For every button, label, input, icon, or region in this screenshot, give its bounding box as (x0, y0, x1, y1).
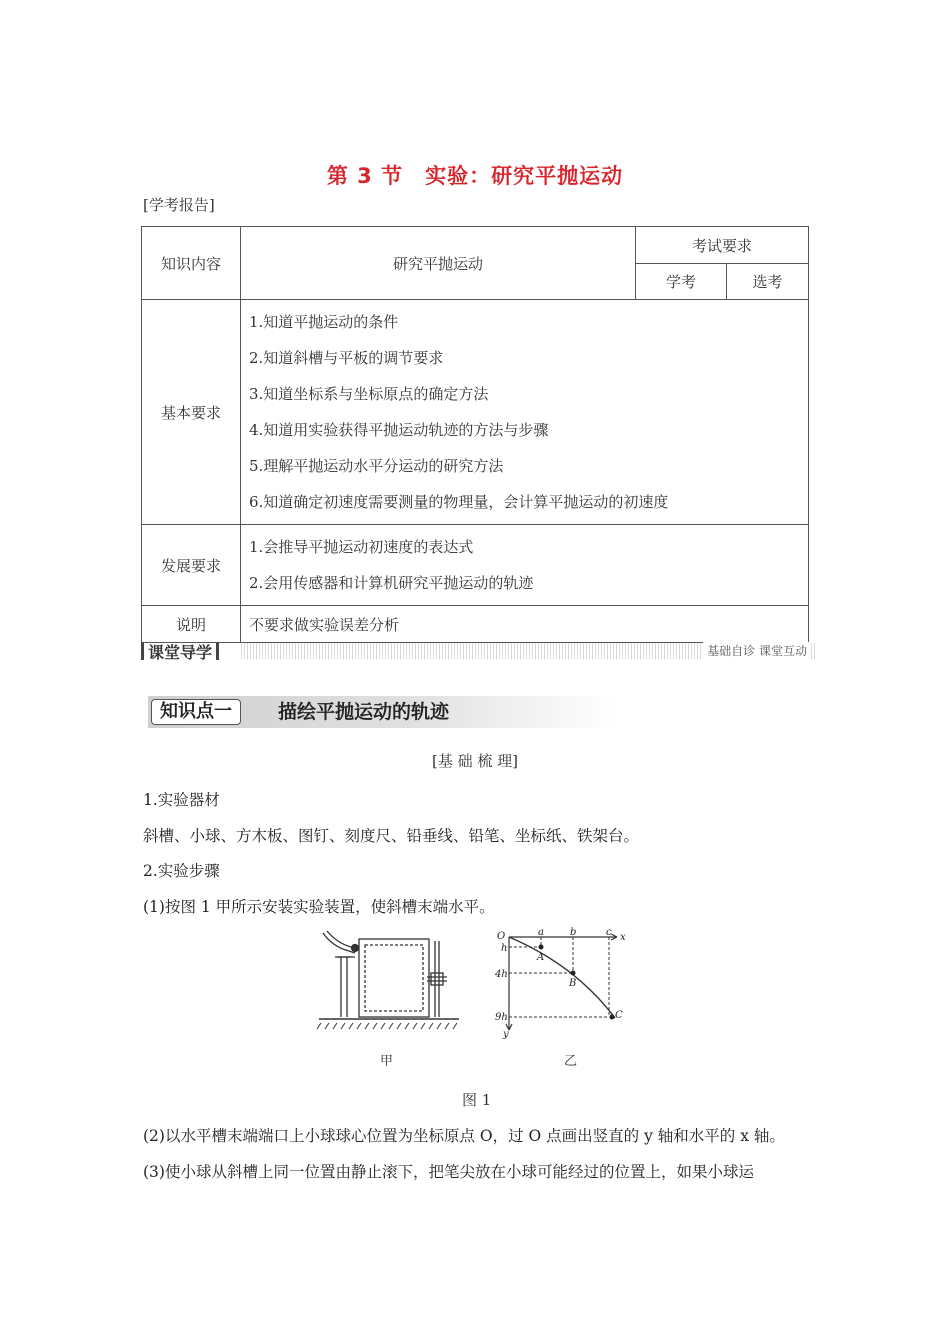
list-item: 6.知道确定初速度需要测量的物理量，会计算平抛运动的初速度 (249, 493, 669, 511)
figure-label-yi: 乙 (564, 1054, 578, 1069)
banner-left (141, 640, 233, 662)
list-item: 5.理解平抛运动水平分运动的研究方法 (249, 457, 504, 475)
knowledge-point-tag: 知识点一 (151, 699, 241, 725)
list-item: 3.知道坐标系与坐标原点的确定方法 (249, 385, 489, 403)
apparatus-figure (315, 925, 465, 1035)
header-topic: 研究平抛运动 (241, 227, 636, 300)
section-banner (141, 640, 817, 662)
dev-items (241, 525, 809, 606)
trajectory-figure (495, 925, 635, 1040)
section2-title: 2.实验步骤 (143, 862, 220, 880)
banner-left-label: 课堂导学 (148, 642, 213, 662)
y-tick-label: 9h (495, 1012, 508, 1023)
list-item: 4.知道用实验获得平抛运动轨迹的方法与步骤 (249, 421, 549, 439)
list-item: 2.知道斜槽与平板的调节要求 (249, 349, 444, 367)
basic-items (241, 300, 809, 525)
point-label: B (569, 978, 577, 989)
figure-caption: 图 1 (462, 1091, 492, 1109)
x-tick-label: b (570, 927, 577, 938)
axis-origin-label: O (497, 931, 506, 942)
header-exam: 考试要求 (636, 227, 809, 264)
bar-icon (141, 642, 144, 660)
axis-x-label: x (620, 932, 626, 943)
section-title: 第 3 节 实验：研究平抛运动 (326, 164, 624, 188)
note-label: 说明 (142, 606, 241, 643)
point-label: A (537, 952, 545, 963)
banner-right-label: 基础自诊 课堂互动 (703, 642, 811, 659)
section1-title: 1.实验器材 (143, 791, 220, 809)
figure-label-jia: 甲 (380, 1054, 394, 1069)
header-xuekao: 学考 (636, 264, 727, 300)
list-item: 2.会用传感器和计算机研究平抛运动的轨迹 (249, 574, 534, 592)
bar-icon (216, 642, 219, 660)
note-text: 不要求做实验误差分析 (241, 606, 809, 643)
requirements-table (141, 226, 809, 643)
y-tick-label: h (501, 943, 508, 954)
knowledge-point-header (148, 696, 618, 728)
step1-text: (1)按图 1 甲所示安装实验装置，使斜槽末端水平。 (143, 898, 495, 916)
step3-text: (3)使小球从斜槽上同一位置由静止滚下，把笔尖放在小球可能经过的位置上，如果小球运 (143, 1163, 754, 1181)
report-label: [学考报告] (143, 196, 215, 214)
header-knowledge: 知识内容 (142, 227, 241, 300)
axis-y-label: y (503, 1029, 509, 1040)
header-xuankao: 选考 (727, 264, 809, 300)
list-item: 1.会推导平抛运动初速度的表达式 (249, 538, 474, 556)
subheading: [基 础 梳 理] (431, 752, 518, 770)
x-tick-label: c (606, 927, 612, 938)
x-tick-label: a (538, 927, 544, 938)
point-label: C (615, 1010, 623, 1021)
section1-text: 斜槽、小球、方木板、图钉、刻度尺、铅垂线、铅笔、坐标纸、铁架台。 (143, 827, 640, 845)
step2-text: (2)以水平槽末端端口上小球球心位置为坐标原点 O，过 O 点画出竖直的 y 轴和水平的 x 轴。 (143, 1127, 785, 1145)
knowledge-point-name: 描绘平抛运动的轨迹 (278, 701, 450, 723)
dev-label: 发展要求 (142, 525, 241, 606)
list-item: 1.知道平抛运动的条件 (249, 313, 399, 331)
y-tick-label: 4h (495, 969, 508, 980)
basic-label: 基本要求 (142, 300, 241, 525)
